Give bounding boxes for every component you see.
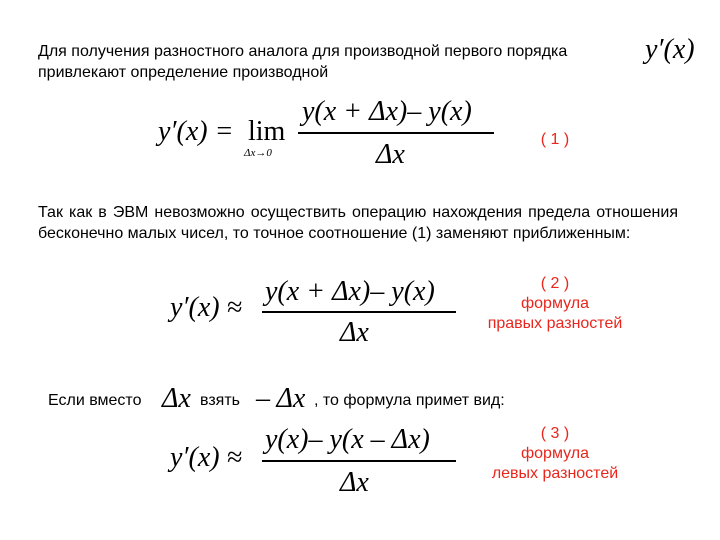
middle-then-text: , то формула примет вид:	[314, 392, 505, 409]
eq1-lim-subscript: Δx→0	[244, 147, 272, 159]
eq1-fraction-bar	[298, 132, 494, 134]
eq3-label	[470, 424, 640, 484]
eq1-lim: lim	[248, 116, 286, 147]
eq1-denominator: Δx	[376, 139, 405, 170]
explanation-paragraph: Так как в ЭВМ невозможно осуществить операцию нахождения предела отношения бесконечно малых чисел, то точное соотношение (1) заменяют приближенным:	[38, 204, 678, 242]
eq2-denominator: Δx	[340, 317, 369, 348]
eq3-label-line2: левых разностей	[491, 465, 619, 482]
eq3-numerator: y(x)– y(x – Δx)	[265, 424, 430, 455]
intro-line-2: привлекают определение производной	[38, 64, 329, 81]
intro-line-1: Для получения разностного аналога для производной первого порядка	[38, 43, 568, 60]
eq1-numerator: y(x + Δx)– y(x)	[302, 96, 472, 127]
eq2-label-number: ( 2 )	[540, 275, 570, 292]
eq2-label-line1: формула	[520, 295, 590, 312]
eq1-label: ( 1 )	[540, 131, 570, 148]
middle-if-text: Если вместо	[48, 392, 142, 409]
eq2-label-line2: правых разностей	[487, 315, 623, 332]
eq2-lhs: y′(x) ≈	[170, 292, 242, 323]
eq3-lhs: y′(x) ≈	[170, 442, 242, 473]
intro-derivative-expr: y′(x)	[645, 34, 695, 65]
eq3-denominator: Δx	[340, 467, 369, 498]
eq2-numerator: y(x + Δx)– y(x)	[265, 276, 435, 307]
eq2-fraction-bar	[262, 311, 456, 313]
middle-neg-delta-x: – Δx	[256, 383, 306, 414]
middle-delta-x: Δx	[162, 383, 191, 414]
eq3-label-number: ( 3 )	[540, 425, 570, 442]
eq3-label-line1: формула	[520, 445, 590, 462]
eq3-fraction-bar	[262, 460, 456, 462]
eq2-label	[470, 274, 640, 334]
middle-take-text: взять	[200, 392, 240, 409]
eq1-lhs: y′(x) =	[158, 116, 234, 147]
